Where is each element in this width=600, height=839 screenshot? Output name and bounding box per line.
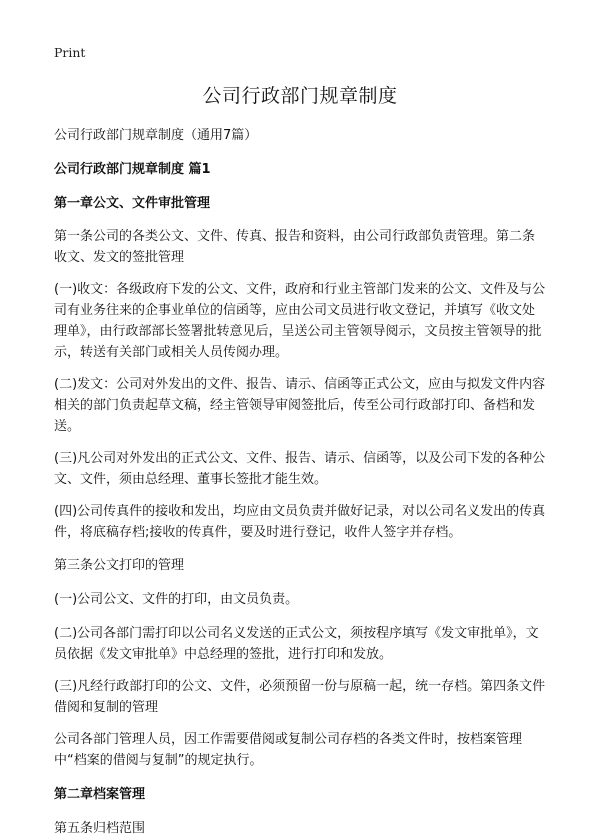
paragraph-borrowing: 公司各部门管理人员，因工作需要借阅或复制公司存档的各类文件时，按档案管理中“档案的借阅与复制”的规定执行。 xyxy=(54,732,523,768)
section-heading: 公司行政部门规章制度 篇1 xyxy=(54,162,211,177)
document-subtitle: 公司行政部门规章制度（通用7篇） xyxy=(54,128,258,143)
document-title: 公司行政部门规章制度 xyxy=(202,85,398,107)
print-link[interactable]: Print xyxy=(54,45,86,60)
paragraph-dept-printing: (二)公司各部门需打印以公司名义发送的正式公文，须按程序填写《发文审批单》，文员依据《发文审批单》中总经理的签批，进行打印和发放。 xyxy=(54,626,539,662)
paragraph-incoming-docs: (一)收文：各级政府下发的公文、文件，政府和行业主管部门发来的公文、文件及与公司有业务往来的企事业单位的信函等，应由公司文员进行收文登记，并填写《收文处理单》，由行政部部长签署批转意见后，呈送公司主管领导阅示，文员按主管领导的批示，转送有关部门或相关人员传阅办理。 xyxy=(54,282,546,360)
paragraph-archive-copy: (三)凡经行政部打印的公文、文件，必须预留一份与原稿一起，统一存档。第四条文件借阅和复制的管理 xyxy=(54,679,546,715)
chapter-heading-1: 第一章公文、文件审批管理 xyxy=(54,196,211,211)
paragraph-article-5: 第五条归档范围 xyxy=(54,821,146,836)
paragraph-printing: (一)公司公文、文件的打印，由文员负责。 xyxy=(54,592,299,607)
paragraph-article-3: 第三条公文打印的管理 xyxy=(54,558,185,573)
paragraph-outgoing-docs: (二)发文：公司对外发出的文件、报告、请示、信函等正式公文，应由与拟发文件内容相关的部门负责起草文稿，经主管领导审阅签批后，传至公司行政部打印、备档和发送。 xyxy=(54,377,546,434)
paragraph-approval: (三)凡公司对外发出的正式公文、文件、报告、请示、信函等，以及公司下发的各种公文、文件，须由总经理、董事长签批才能生效。 xyxy=(54,451,546,487)
paragraph-article-1: 第一条公司的各类公文、文件、传真、报告和资料，由公司行政部负责管理。第二条收文、发文的签批管理 xyxy=(54,229,536,265)
chapter-heading-2: 第二章档案管理 xyxy=(54,787,146,802)
paragraph-fax: (四)公司传真件的接收和发出，均应由文员负责并做好记录，对以公司名义发出的传真件，将底稿存档;接收的传真件，要及时进行登记，收件人签字并存档。 xyxy=(54,504,546,540)
